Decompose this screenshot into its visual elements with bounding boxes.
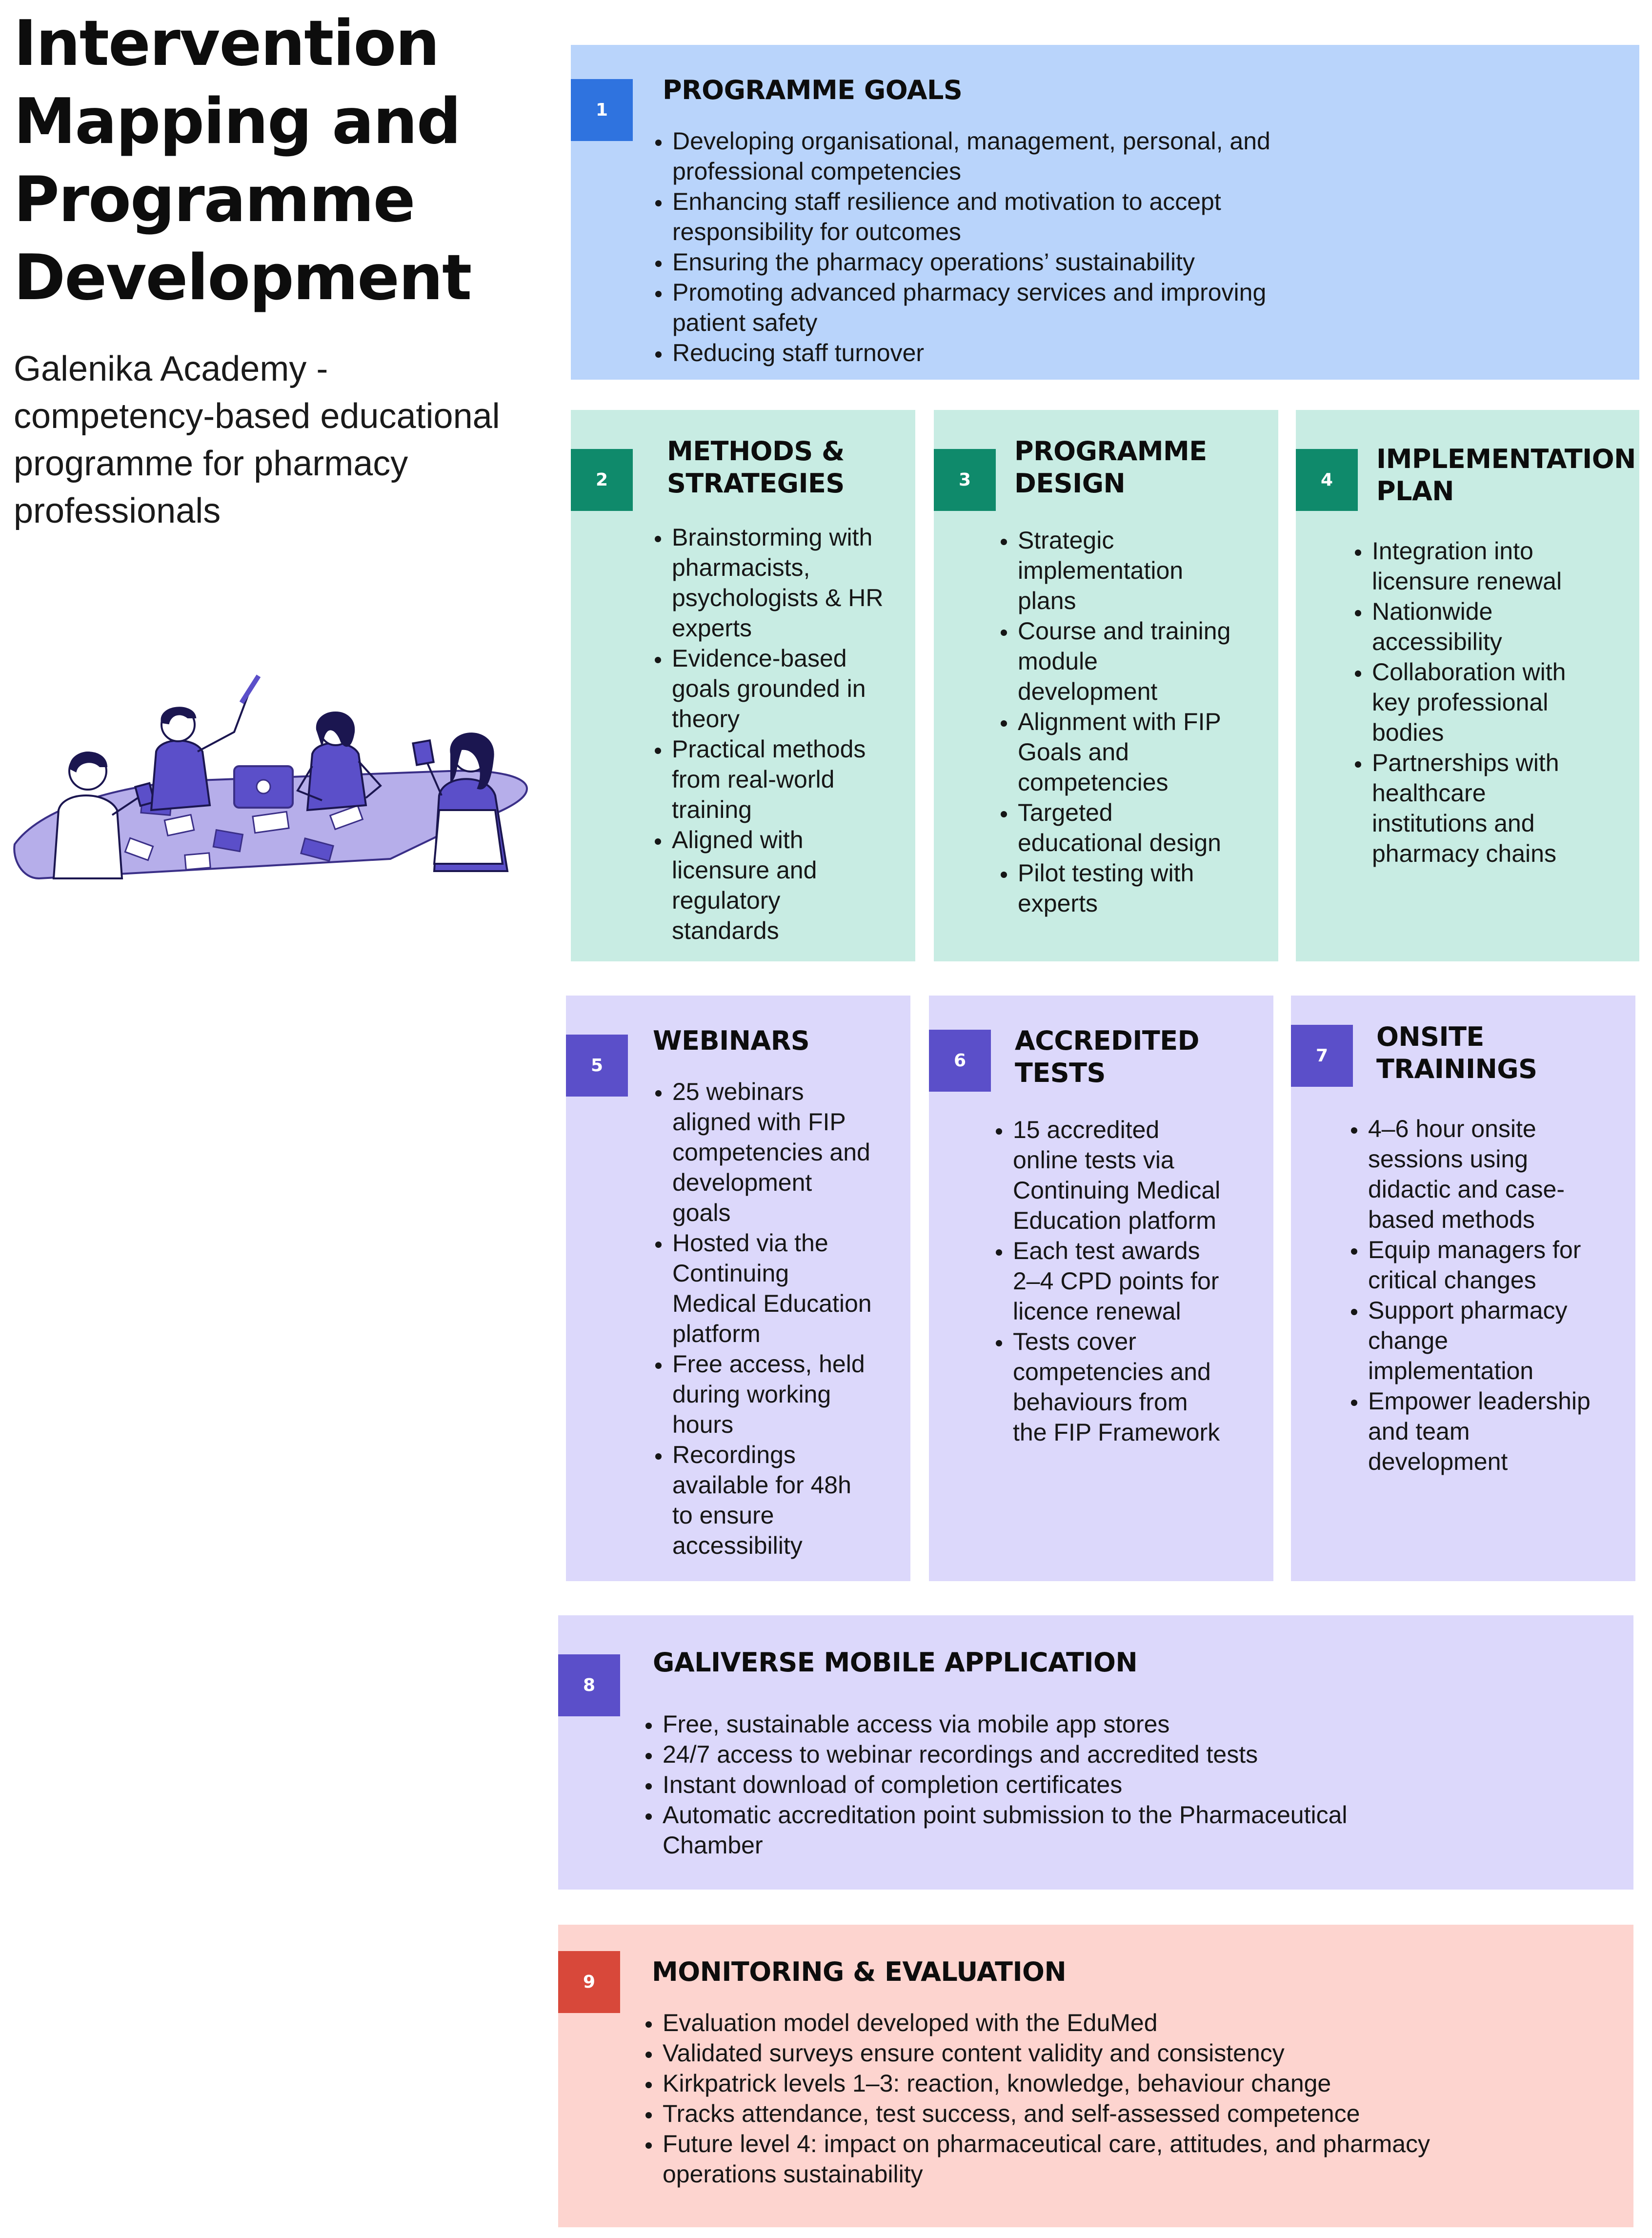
list-item-line: • 25 webinars (672, 1078, 804, 1105)
step-badge-7: 7 (1291, 1025, 1353, 1087)
step-badge-6: 6 (929, 1030, 991, 1092)
list-item-line: online tests via (1013, 1146, 1174, 1174)
text-line: programme for pharmacy (14, 444, 408, 483)
list-item-line: development (672, 1169, 812, 1196)
list-item-line: • Brainstorming with (672, 524, 873, 551)
list-item-line: • Hosted via the (672, 1229, 828, 1257)
list-item (1017, 858, 1290, 918)
text-line: ONSITE (1376, 1021, 1484, 1052)
list-item-line: • Empower leadership (1368, 1387, 1591, 1415)
list-item-line: implementation (1018, 557, 1184, 584)
list-item (671, 643, 925, 734)
text-line: PLAN (1376, 476, 1454, 507)
list-item-line: Continuing Medical (1013, 1177, 1221, 1204)
list-item (1012, 1326, 1285, 1447)
list-item (1371, 748, 1644, 869)
list-item (662, 2068, 1589, 2098)
page-title (14, 5, 550, 317)
list-item-line: pharmacists, (672, 554, 810, 581)
implementation-plan-heading (1376, 443, 1636, 508)
list-item (1367, 1235, 1650, 1295)
list-item-line: • Enhancing staff resilience and motivation to accept (672, 188, 1221, 215)
list-item-line: educational design (1018, 829, 1221, 856)
list-item-line: competencies (1018, 769, 1168, 796)
text-line: MONITORING & EVALUATION (652, 1956, 1067, 1987)
list-item (671, 186, 1403, 247)
text-line: Development (14, 242, 471, 314)
list-item-line: • Course and training (1018, 617, 1231, 645)
team-brainstorming-illustration (10, 649, 532, 893)
webinars-panel (566, 996, 910, 1581)
list-item-line: professional competencies (672, 158, 961, 185)
list-item-line: goals grounded in (672, 675, 866, 702)
list-item-line: • Evaluation model developed with the EduMed (663, 2009, 1158, 2036)
list-item (671, 1349, 935, 1440)
list-item-line: Education platform (1013, 1207, 1216, 1234)
accredited-tests-heading (1015, 1025, 1199, 1089)
programme-goals-heading (663, 74, 962, 106)
list-item-line: • Nationwide (1372, 598, 1493, 625)
list-item (1012, 1236, 1285, 1326)
list-item-line: experts (672, 614, 752, 642)
step-badge-1: 1 (571, 79, 633, 141)
list-item-line: Goals and (1018, 738, 1129, 766)
step-badge-5: 5 (566, 1035, 628, 1097)
text-line: DESIGN (1014, 468, 1126, 499)
list-item-line: • 4–6 hour onsite (1368, 1115, 1536, 1142)
list-item-line: • Tracks attendance, test success, and self-assessed competence (663, 2100, 1360, 2127)
list-item-line: and team (1368, 1418, 1470, 1445)
list-item-line: competencies and (1013, 1358, 1211, 1385)
list-item-line: • Validated surveys ensure content validity and consistency (663, 2039, 1285, 2067)
text-line: STRATEGIES (667, 468, 845, 499)
text-line: Galenika Academy - (14, 349, 328, 388)
step-badge-4: 4 (1296, 449, 1358, 511)
list-item (662, 1709, 1540, 1739)
list-item (671, 277, 1403, 338)
list-item-line: • Automatic accreditation point submission to the Pharmaceutical (663, 1801, 1348, 1829)
programme-goals-panel (571, 45, 1639, 380)
list-item-line: licensure renewal (1372, 568, 1562, 595)
programme-design-list (983, 525, 1290, 918)
list-item (671, 1077, 935, 1228)
methods-strategies-heading (667, 435, 845, 500)
list-item-line: Medical Education (672, 1290, 872, 1317)
list-item-line: • Partnerships with (1372, 749, 1559, 776)
list-item-line: • Alignment with FIP (1018, 708, 1221, 735)
text-line: professionals (14, 491, 221, 530)
list-item-line: experts (1018, 890, 1098, 917)
list-item-line: standards (672, 917, 779, 944)
list-item (1367, 1114, 1650, 1235)
methods-strategies-list (637, 522, 925, 946)
galiverse-mobile-app-panel (558, 1615, 1633, 1890)
list-item (1017, 797, 1290, 858)
list-item-line: during working (672, 1381, 831, 1408)
text-line: PROGRAMME (1014, 436, 1207, 467)
list-item-line: bodies (1372, 719, 1444, 746)
list-item (662, 2129, 1589, 2189)
list-item (662, 1739, 1540, 1770)
list-item (662, 1800, 1540, 1860)
list-item-line: • Recordings (672, 1441, 796, 1468)
list-item-line: • Ensuring the pharmacy operations’ sustainability (672, 248, 1195, 276)
list-item-line: • Tests cover (1013, 1328, 1136, 1355)
list-item (671, 522, 925, 643)
list-item-line: development (1368, 1448, 1508, 1475)
accredited-tests-list (978, 1115, 1285, 1447)
list-item-line: licensure and (672, 856, 817, 884)
list-item-line: • Kirkpatrick levels 1–3: reaction, knowledge, behaviour change (663, 2070, 1331, 2097)
monitoring-evaluation-heading (652, 1956, 1066, 1988)
webinars-list (637, 1077, 935, 1561)
list-item-line: key professional (1372, 689, 1549, 716)
text-line: METHODS & (667, 436, 845, 467)
list-item-line: • 15 accredited (1013, 1116, 1160, 1143)
text-line: GALIVERSE MOBILE APPLICATION (653, 1647, 1138, 1678)
list-item (671, 825, 925, 946)
text-line: Programme (14, 163, 415, 236)
galiverse-mobile-app-heading (653, 1647, 1137, 1679)
list-item-line: • Instant download of completion certificates (663, 1771, 1123, 1798)
list-item-line: from real-world (672, 766, 835, 793)
text-line: competency-based educational (14, 397, 500, 436)
list-item-line: Continuing (672, 1260, 789, 1287)
list-item-line: accessibility (672, 1532, 803, 1559)
list-item-line: theory (672, 705, 740, 732)
list-item (1012, 1115, 1285, 1236)
list-item-line: plans (1018, 587, 1076, 614)
list-item-line: available for 48h (672, 1471, 851, 1499)
list-item (1367, 1295, 1650, 1386)
list-item-line: • Reducing staff turnover (672, 339, 925, 366)
programme-design-heading (1014, 435, 1207, 500)
list-item (1371, 596, 1644, 657)
list-item-line: • Future level 4: impact on pharmaceutical care, attitudes, and pharmacy (663, 2130, 1430, 2157)
list-item (1367, 1386, 1650, 1477)
list-item (1017, 616, 1290, 707)
list-item-line: responsibility for outcomes (672, 218, 961, 245)
list-item-line: • Aligned with (672, 826, 804, 854)
programme-design-panel (934, 410, 1278, 961)
list-item-line: didactic and case- (1368, 1176, 1565, 1203)
implementation-plan-panel (1296, 410, 1639, 961)
galiverse-mobile-app-list (627, 1709, 1540, 1860)
list-item-line: • Integration into (1372, 537, 1533, 565)
list-item (662, 1770, 1540, 1800)
list-item-line: aligned with FIP (672, 1108, 846, 1136)
list-item (671, 247, 1403, 277)
list-item-line: patient safety (672, 309, 818, 336)
list-item-line: Chamber (663, 1831, 763, 1859)
list-item-line: regulatory (672, 887, 781, 914)
list-item-line: • Pilot testing with (1018, 859, 1194, 887)
list-item-line: institutions and (1372, 810, 1535, 837)
list-item-line: • Free access, held (672, 1350, 865, 1378)
list-item-line: • Promoting advanced pharmacy services and improving (672, 279, 1267, 306)
list-item-line: the FIP Framework (1013, 1419, 1220, 1446)
list-item (671, 734, 925, 825)
onsite-trainings-panel (1291, 996, 1635, 1581)
list-item-line: • Targeted (1018, 799, 1113, 826)
list-item-line: psychologists & HR (672, 584, 884, 611)
list-item-line: • Strategic (1018, 527, 1114, 554)
list-item-line: • Equip managers for (1368, 1236, 1581, 1263)
list-item (662, 2098, 1589, 2129)
text-line: IMPLEMENTATION (1376, 444, 1636, 474)
implementation-plan-list (1337, 536, 1644, 869)
list-item-line: • Practical methods (672, 735, 866, 763)
list-item-line: critical changes (1368, 1266, 1536, 1294)
text-line: Intervention (14, 7, 439, 80)
list-item-line: training (672, 796, 752, 823)
methods-strategies-panel (571, 410, 915, 961)
list-item-line: 2–4 CPD points for (1013, 1267, 1219, 1295)
list-item-line: • 24/7 access to webinar recordings and accredited tests (663, 1741, 1258, 1768)
text-line: TESTS (1015, 1058, 1106, 1088)
list-item-line: • Support pharmacy (1368, 1297, 1568, 1324)
list-item-line: • Free, sustainable access via mobile app stores (663, 1710, 1170, 1738)
list-item-line: competencies and (672, 1139, 870, 1166)
list-item-line: accessibility (1372, 628, 1502, 655)
step-badge-2: 2 (571, 449, 633, 511)
list-item-line: platform (672, 1320, 761, 1347)
list-item-line: operations sustainability (663, 2160, 923, 2188)
list-item-line: • Evidence-based (672, 645, 847, 672)
list-item-line: • Each test awards (1013, 1237, 1200, 1264)
monitoring-evaluation-panel (558, 1925, 1633, 2227)
onsite-trainings-heading (1376, 1021, 1537, 1085)
webinars-heading (653, 1025, 809, 1057)
list-item-line: to ensure (672, 1502, 774, 1529)
list-item-line: change (1368, 1327, 1449, 1354)
list-item (671, 126, 1403, 186)
text-line: WEBINARS (653, 1025, 810, 1056)
list-item-line: implementation (1368, 1357, 1534, 1384)
list-item (1017, 525, 1290, 616)
list-item (1371, 536, 1644, 596)
monitoring-evaluation-list (627, 2008, 1589, 2189)
list-item-line: pharmacy chains (1372, 840, 1556, 867)
list-item-line: • Collaboration with (1372, 658, 1566, 686)
step-badge-9: 9 (558, 1951, 620, 2013)
list-item-line: hours (672, 1411, 734, 1438)
step-badge-8: 8 (558, 1654, 620, 1716)
list-item-line: sessions using (1368, 1145, 1528, 1173)
text-line: ACCREDITED (1015, 1025, 1199, 1056)
list-item-line: healthcare (1372, 779, 1486, 807)
list-item-line: module (1018, 648, 1098, 675)
programme-goals-list (637, 126, 1403, 368)
step-badge-3: 3 (934, 449, 996, 511)
text-line: Mapping and (14, 85, 461, 158)
list-item-line: • Developing organisational, management, personal, and (672, 127, 1270, 155)
list-item-line: licence renewal (1013, 1298, 1181, 1325)
list-item (671, 1228, 935, 1349)
list-item (1017, 707, 1290, 797)
list-item-line: behaviours from (1013, 1388, 1188, 1416)
onsite-trainings-list (1333, 1114, 1650, 1477)
list-item-line: goals (672, 1199, 731, 1226)
list-item (662, 2038, 1589, 2068)
list-item-line: development (1018, 678, 1158, 705)
text-line: TRAININGS (1376, 1054, 1537, 1084)
list-item (671, 338, 1403, 368)
list-item (1371, 657, 1644, 748)
text-line: PROGRAMME GOALS (663, 75, 963, 105)
page-subtitle (14, 346, 555, 535)
list-item (671, 1440, 935, 1561)
list-item (662, 2008, 1589, 2038)
accredited-tests-panel (929, 996, 1273, 1581)
list-item-line: based methods (1368, 1206, 1535, 1233)
